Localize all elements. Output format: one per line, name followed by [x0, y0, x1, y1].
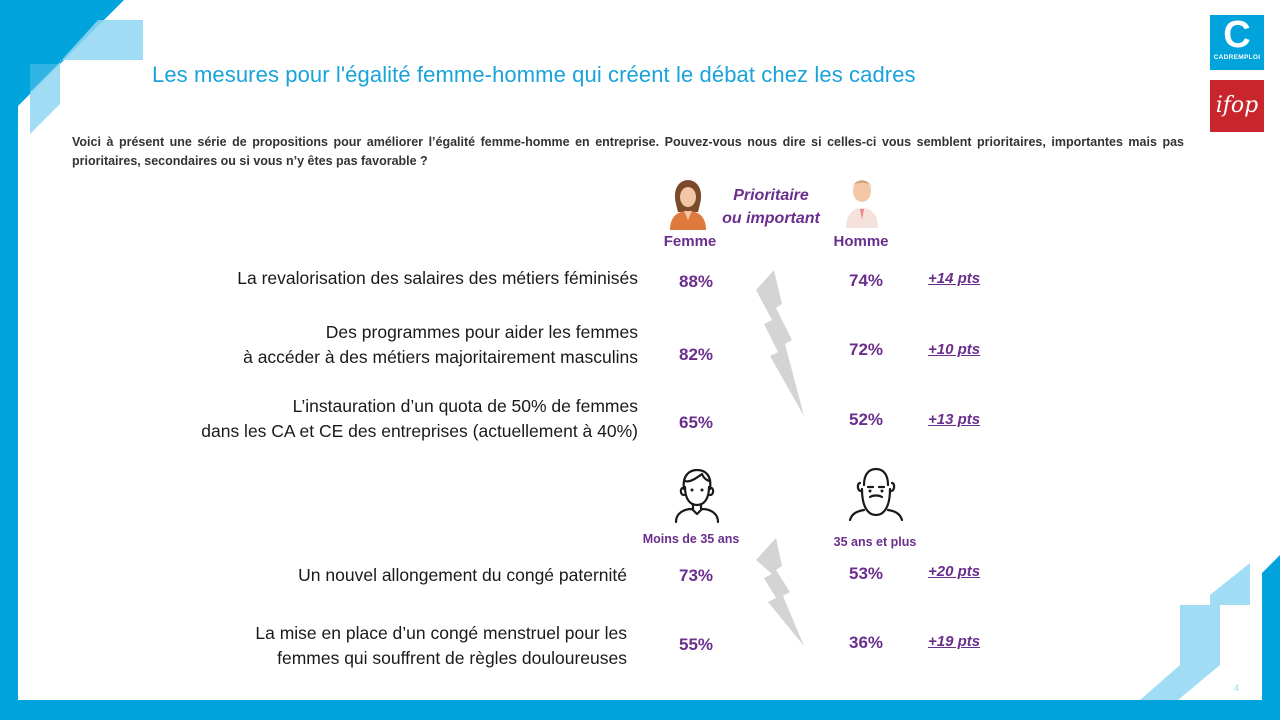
- difference-value: +19 pts: [928, 633, 981, 650]
- young-value: 73%: [678, 566, 714, 585]
- ifop-logo: ifop: [1210, 80, 1264, 132]
- statement-line: femmes qui souffrent de règles douloureuses: [277, 648, 627, 668]
- frame-decoration-bottom-right: [1130, 555, 1280, 720]
- statement-line: Des programmes pour aider les femmes: [325, 322, 638, 342]
- cadremploi-logo-letter: C: [1223, 14, 1251, 56]
- difference-value: +13 pts: [928, 411, 981, 428]
- femme-column-header: Femme: [663, 233, 717, 250]
- femme-value: 82%: [678, 345, 714, 364]
- frame-decoration-top-left: [0, 0, 150, 140]
- prior-label-line1: Prioritaire: [733, 187, 809, 204]
- homme-value: 52%: [848, 410, 884, 429]
- page-number: 4: [1234, 683, 1240, 693]
- slide: [18, 0, 1280, 700]
- man-icon: [843, 176, 881, 228]
- difference-value: +14 pts: [928, 270, 981, 287]
- homme-value: 74%: [848, 271, 884, 290]
- old-value: 53%: [848, 564, 884, 583]
- statement-line: dans les CA et CE des entreprises (actuellement à 40%): [201, 421, 638, 441]
- statement-line: L’instauration d’un quota de 50% de femmes: [292, 396, 638, 416]
- difference-value: +10 pts: [928, 341, 981, 358]
- statement-line: La revalorisation des salaires des métiers féminisés: [237, 268, 638, 288]
- statement-line: La mise en place d’un congé menstruel pour les: [255, 623, 627, 643]
- homme-column-header: Homme: [833, 233, 889, 250]
- survey-question: Voici à présent une série de propositions pour améliorer l’égalité femme-homme en entreprise. Pouvez-vous nous dire si celles-ci vous semblent prioritaires, importantes mais pas prioritaires, secondaires ou si vous n’y êtes pas favorable ?: [72, 135, 1184, 168]
- slide-title: Les mesures pour l'égalité femme-homme qui créent le débat chez les cadres: [152, 62, 916, 87]
- femme-value: 65%: [678, 413, 714, 432]
- old-man-icon: [848, 467, 904, 521]
- statement-1: [237, 266, 638, 291]
- prior-label: [710, 184, 832, 230]
- femme-value: 88%: [678, 272, 714, 291]
- cadremploi-logo: [1210, 15, 1264, 70]
- statement-4: [298, 563, 627, 588]
- statement-line: Un nouvel allongement du congé paternité: [298, 565, 627, 585]
- young-man-icon: [672, 467, 722, 523]
- woman-icon: [668, 178, 708, 230]
- lightning-icon: [752, 532, 810, 650]
- old-value: 36%: [848, 633, 884, 652]
- young-value: 55%: [678, 635, 714, 654]
- homme-value: 72%: [848, 340, 884, 359]
- young-column-header: Moins de 35 ans: [642, 532, 740, 546]
- statement-2: [243, 320, 638, 370]
- statement-line: à accéder à des métiers majoritairement masculins: [243, 347, 638, 367]
- prior-label-line2: ou important: [722, 210, 820, 227]
- difference-value: +20 pts: [928, 563, 981, 580]
- old-column-header: 35 ans et plus: [833, 535, 917, 549]
- lightning-icon: [752, 268, 810, 420]
- cadremploi-logo-name: CADREMPLOI: [1213, 54, 1261, 61]
- statement-5: [255, 621, 627, 671]
- statement-3: [201, 394, 638, 444]
